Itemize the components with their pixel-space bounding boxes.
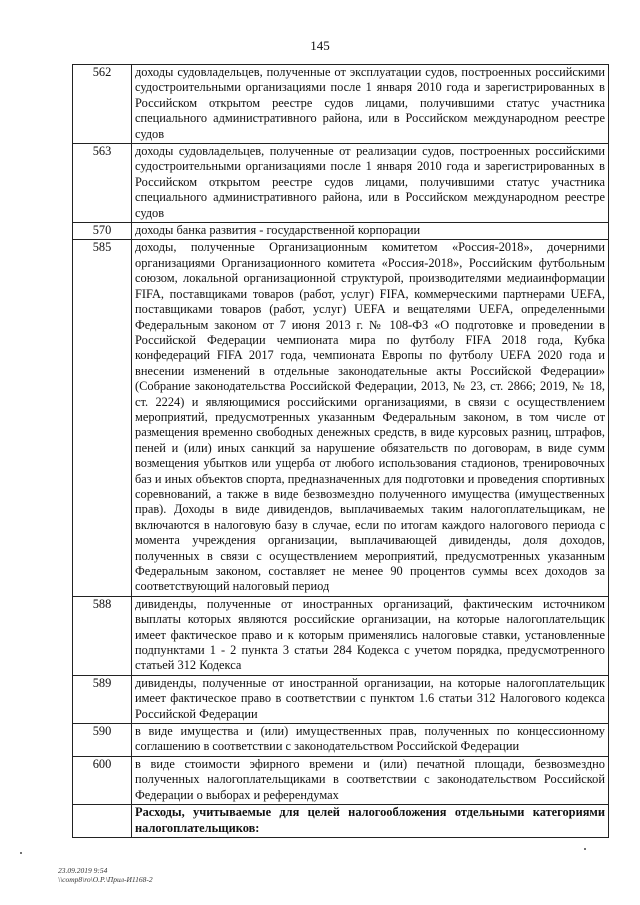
row-description: доходы судовладельцев, полученные от реализации судов, построенных российскими судостроительными организациями после 1 января 2010 года и зарегистрированных в Российском открытом реестре судов лицами, получившими статус участника специального административного района, или в Российском международном реестре судов (132, 144, 609, 223)
table-row (73, 756, 609, 804)
table-row (73, 144, 609, 223)
section-heading: Расходы, учитываемые для целей налогообложения отдельными категориями налогоплательщиков: (132, 805, 609, 838)
scan-speck (20, 852, 22, 854)
footer-timestamp: 23.09.2019 9:54 (58, 866, 108, 875)
row-code: 589 (73, 675, 132, 723)
row-description: в виде стоимости эфирного времени и (или) печатной площади, безвозмездно полученных налогоплательщиками в соответствии с законодательством Российской Федерации о выборах и референдумах (132, 756, 609, 804)
row-code: 590 (73, 724, 132, 757)
scan-speck (584, 848, 586, 850)
section-heading-row (73, 805, 609, 838)
table-row (73, 675, 609, 723)
row-code: 600 (73, 756, 132, 804)
row-description: доходы, полученные Организационным комитетом «Россия-2018», дочерними организациями Организационного комитета «Россия-2018», Российским футбольным союзом, локальной организационной структурой, производителями медиаинформации FIFA, поставщиками товаров (работ, услуг) FIFA, коммерческими партнерами UEFA, поставщиками товаров (работ, услуг) UEFA и вещателями UEFA, определенными Федеральным законом от 7 июня 2013 г. № 108-ФЗ «О подготовке и проведении в Российской Федерации чемпионата мира по футболу FIFA 2018 года, Кубка конфедераций FIFA 2017 года, чемпионата Европы по футболу UEFA 2020 года и внесении изменений в отдельные законодательные акты Российской Федерации» (Собрание законодательства Российской Федерации, 2013, № 23, ст. 2866; 2019, № 18, ст. 2224) и являющимися российскими организациями, в связи с осуществлением мероприятий, предусмотренных указанным Федеральным законом, в том числе от размещения временно свободных денежных средств, в виде курсовых разниц, штрафов, пеней и (или) иных санкций за нарушение обязательств по договорам, в виде сумм возмещения убытков или ущерба от любого использования стадионов, тренировочных баз и иных объектов спорта, предназначенных для подготовки и проведения спортивных соревнований, а также в виде безвозмездно полученного имущества (имущественных прав). Доходы в виде дивидендов, выплачиваемых таким налогоплательщикам, не включаются в налоговую базу в случае, если по итогам каждого налогового периода с момента учреждения организации, выплачивающей дивиденды, доля доходов, полученных в связи с осуществлением мероприятий, предусмотренных указанным Федеральным законом, составляет не менее 90 процентов суммы всех доходов за соответствующий налоговый период (132, 240, 609, 596)
table-row (73, 223, 609, 240)
row-code: 562 (73, 65, 132, 144)
row-code: 585 (73, 240, 132, 596)
row-code: 570 (73, 223, 132, 240)
row-description: в виде имущества и (или) имущественных прав, полученных по концессионному соглашению в соответствии с законодательством Российской Федерации (132, 724, 609, 757)
empty-code-cell (73, 805, 132, 838)
row-code: 588 (73, 596, 132, 675)
row-description: доходы судовладельцев, полученные от эксплуатации судов, построенных российскими судостроительными организациями после 1 января 2010 года и зарегистрированных в Российском открытом реестре судов лицами, получившими статус участника специального административного района, или в Российском международном реестре судов (132, 65, 609, 144)
document-footer (58, 866, 153, 884)
page-number: 145 (310, 38, 330, 53)
table-row (73, 240, 609, 596)
income-codes-table (72, 64, 609, 838)
row-description: дивиденды, полученные от иностранной организации, на которые налогоплательщик имеет фактическое право в соответствии с пунктом 1.6 статьи 312 Налогового кодекса Российской Федерации (132, 675, 609, 723)
table-row (73, 65, 609, 144)
row-description: дивиденды, полученные от иностранных организаций, фактическим источником выплаты которых являются российские организации, на которые налогоплательщик имеет фактическое право и к которым применялись налоговые ставки, установленные подпунктами 1 - 2 пункта 3 статьи 284 Кодекса с учетом порядка, предусмотренного статьей 312 Кодекса (132, 596, 609, 675)
table-row (73, 596, 609, 675)
row-code: 563 (73, 144, 132, 223)
table-row (73, 724, 609, 757)
footer-file-path: \\comp8\ro\О.Р.\Прил-И1168-2 (58, 875, 153, 884)
row-description: доходы банка развития - государственной корпорации (132, 223, 609, 240)
